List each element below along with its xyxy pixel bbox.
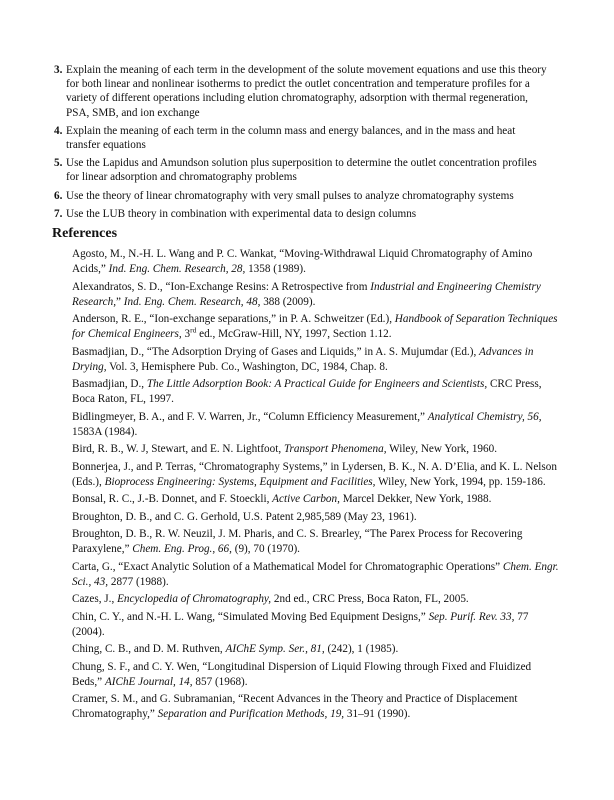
reference-text: 2877 (1988).: [108, 575, 169, 588]
reference-italic-text: Handbook of Separation Techniques for Chemical Engineers,: [72, 313, 558, 340]
reference-italic-text: Ind. Eng. Chem. Research, 28,: [108, 263, 246, 275]
reference-text: Wiley, New York, 1994, pp. 159-186.: [375, 475, 546, 488]
reference-item: [72, 692, 562, 722]
reference-item: [72, 492, 562, 507]
reference-text: Vol. 3, Hemisphere Pub. Co., Washington, DC, 1984, Chap. 8.: [106, 360, 388, 373]
reference-text: CRC Press, Boca Raton, FL, 1997.: [72, 378, 542, 405]
reference-italic-text: Advances in Drying,: [72, 345, 534, 373]
reference-text: Wiley, New York, 1960.: [386, 443, 497, 455]
reference-item: [72, 660, 562, 690]
reference-text: Bonnerjea, J., and P. Terras, “Chromatography Systems,” in Lydersen, B. K., N. A. D’Elia, and K. L. Nelson (Eds.),: [72, 460, 557, 488]
reference-text: Broughton, D. B., and C. G. Gerhold, U.S. Patent 2,985,589 (May 23, 1961).: [72, 510, 417, 523]
reference-italic-text: Industrial and Engineering Chemistry Research,: [72, 280, 541, 308]
objective-text: Explain the meaning of each term in the development of the solute movement equations and use this theory for both linear and nonlinear isotherms to predict the outlet concentration and temperature profiles for a variety of different operations including elution chromatography, adsorption with thermal regeneration, PSA, SMB, and ion exchange: [66, 64, 547, 119]
objective-number: 4.: [54, 124, 63, 137]
reference-text: ed., McGraw-Hill, NY, 1997, Section 1.12.: [196, 328, 392, 340]
reference-text: (242), 1 (1985).: [324, 643, 399, 655]
reference-text: Broughton, D. B., R. W. Neuzil, J. M. Pharis, and C. S. Brearley, “The Parex Process for Recovering Paraxylene,”: [72, 528, 523, 555]
reference-text: 1358 (1989).: [245, 263, 306, 275]
references-heading: References: [52, 226, 118, 241]
reference-text: 857 (1968).: [192, 675, 248, 688]
objective-text: Use the LUB theory in combination with experimental data to design columns: [66, 207, 417, 220]
reference-text: 388 (2009).: [260, 295, 316, 308]
reference-italic-text: Encyclopedia of Chromatography,: [117, 593, 272, 605]
objective-item: [52, 207, 552, 221]
reference-item: [72, 345, 562, 375]
reference-text: (9), 70 (1970).: [231, 543, 300, 555]
reference-italic-text: Chem. Engr. Sci., 43,: [72, 560, 559, 588]
reference-item: [72, 460, 562, 490]
objective-text: Use the Lapidus and Amundson solution plus superposition to determine the outlet concentration profiles for linear adsorption and chromatography problems: [66, 157, 537, 184]
reference-italic-text: Active Carbon,: [272, 493, 340, 505]
reference-text: 1583A (1984).: [72, 425, 138, 438]
reference-text: Basmadjian, D., “The Adsorption Drying of Gases and Liquids,” in A. S. Mujumdar (Ed.),: [72, 345, 480, 358]
reference-italic-text: Separation and Purification Methods, 19,: [157, 708, 345, 720]
reference-text: Ching, C. B., and D. M. Ruthven,: [72, 643, 226, 655]
objective-text: Use the theory of linear chromatography with very small pulses to analyze chromatography systems: [66, 189, 514, 202]
reference-text: Cramer, S. M., and G. Subramanian, “Recent Advances in the Theory and Practice of Displacement Chromatography,”: [72, 693, 518, 720]
reference-italic-text: Transport Phenomena,: [283, 443, 387, 455]
reference-text: 31–91 (1990).: [344, 708, 411, 720]
reference-italic-text: AIChE Journal, 14,: [104, 675, 193, 688]
reference-text: Bidlingmeyer, B. A., and F. V. Warren, Jr., “Column Efficiency Measurement,”: [72, 410, 428, 423]
reference-item: [72, 442, 562, 457]
reference-item: [72, 410, 562, 440]
reference-text: Agosto, M., N.-H. L. Wang and P. C. Wankat, “Moving-Withdrawal Liquid Chromatography of Amino Acids,”: [72, 248, 533, 275]
objective-item: [52, 124, 552, 152]
reference-text: rd: [190, 325, 197, 335]
reference-text: Bonsal, R. C., J.-B. Donnet, and F. Stoeckli,: [72, 493, 273, 505]
reference-item: [72, 592, 562, 607]
objective-number: 3.: [54, 64, 63, 76]
reference-text: Bird, R. B., W. J, Stewart, and E. N. Lightfoot,: [72, 443, 284, 455]
reference-text: Carta, G., “Exact Analytic Solution of a Mathematical Model for Chromatographic Operations”: [72, 560, 503, 573]
learning-objectives-list: [52, 63, 552, 225]
reference-text: 3: [181, 328, 191, 340]
references-list: [72, 247, 562, 725]
reference-italic-text: Sep. Purif. Rev. 33,: [428, 610, 515, 623]
objective-number: 6.: [54, 189, 63, 202]
objective-text: Explain the meaning of each term in the column mass and energy balances, and in the mass and heat transfer equations: [66, 124, 516, 152]
reference-italic-text: Bioprocess Engineering: Systems, Equipment and Facilities,: [104, 475, 376, 488]
reference-italic-text: AIChE Symp. Ser., 81,: [225, 643, 325, 655]
reference-text: Alexandratos, S. D., “Ion-Exchange Resins: A Retrospective from: [72, 280, 371, 293]
reference-item: [72, 610, 562, 640]
objective-number: 5.: [54, 157, 63, 170]
objective-item: [52, 189, 552, 203]
reference-item: [72, 377, 562, 407]
reference-italic-text: Analytical Chemistry, 56,: [427, 410, 542, 423]
reference-text: Cazes, J.,: [72, 593, 118, 605]
reference-text: Basmadjian, D.,: [72, 378, 147, 390]
objective-item: [52, 63, 552, 120]
reference-item: [72, 642, 562, 657]
reference-item: [72, 247, 562, 277]
reference-text: ”: [116, 295, 124, 308]
reference-item: [72, 510, 562, 525]
objective-item: [52, 156, 552, 184]
reference-text: Marcel Dekker, New York, 1988.: [339, 493, 492, 505]
reference-italic-text: Ind. Eng. Chem. Research, 48,: [123, 295, 261, 308]
reference-item: [72, 312, 562, 342]
reference-text: 2nd ed., CRC Press, Boca Raton, FL, 2005.: [271, 593, 469, 605]
reference-item: [72, 280, 562, 310]
reference-italic-text: The Little Adsorption Book: A Practical Guide for Engineers and Scientists,: [146, 378, 488, 390]
reference-item: [72, 560, 562, 590]
objective-number: 7.: [54, 207, 63, 220]
reference-text: Chin, C. Y., and N.-H. L. Wang, “Simulated Moving Bed Equipment Designs,”: [72, 610, 429, 623]
reference-text: 77 (2004).: [72, 610, 529, 638]
reference-item: [72, 527, 562, 557]
reference-text: Anderson, R. E., “Ion-exchange separations,” in P. A. Schweitzer (Ed.),: [72, 313, 395, 325]
reference-text: Chung, S. F., and C. Y. Wen, “Longitudinal Dispersion of Liquid Flowing through Fixed and Fluidized Beds,”: [72, 660, 532, 688]
reference-italic-text: Chem. Eng. Prog., 66,: [132, 543, 232, 555]
